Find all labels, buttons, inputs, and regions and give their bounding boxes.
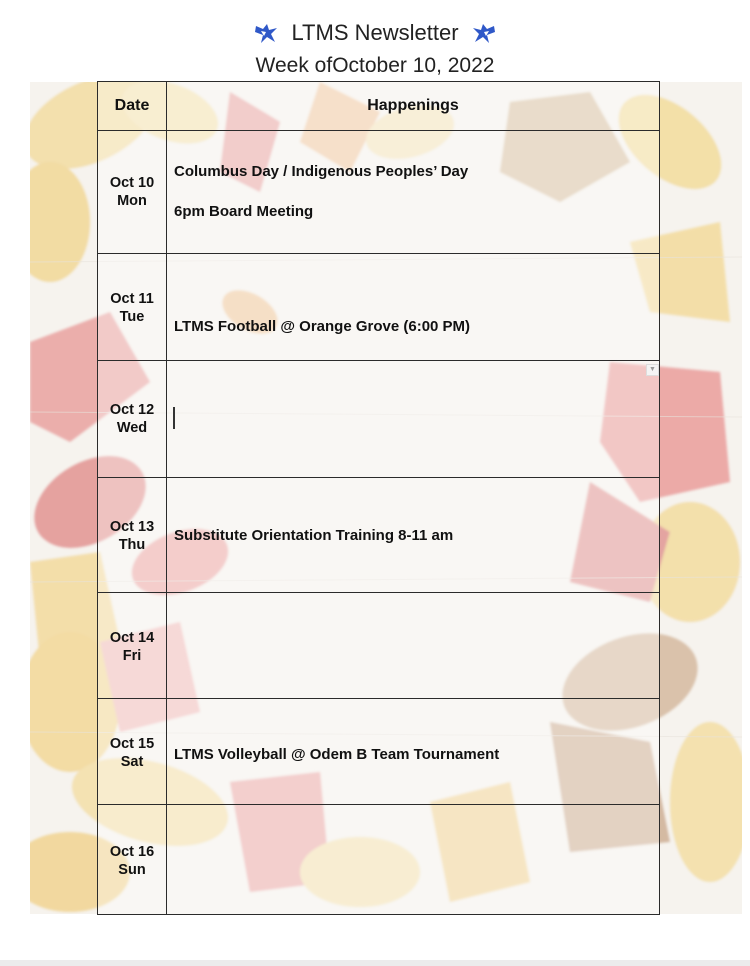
day-label: Wed bbox=[116, 420, 148, 436]
date-label: Oct 15 bbox=[109, 736, 155, 752]
table-row bbox=[98, 699, 660, 805]
happenings-cell[interactable] bbox=[167, 254, 660, 361]
day-label: Tue bbox=[119, 309, 145, 325]
event-item: LTMS Volleyball @ Odem B Team Tournament bbox=[174, 746, 500, 763]
table-row bbox=[98, 805, 660, 915]
date-cell bbox=[98, 254, 167, 361]
date-label: Oct 11 bbox=[110, 291, 154, 307]
table-row bbox=[98, 478, 660, 593]
date-cell bbox=[98, 805, 167, 915]
happenings-cell[interactable] bbox=[167, 699, 660, 805]
date-cell bbox=[98, 699, 167, 805]
day-label: Thu bbox=[118, 537, 146, 553]
happenings-cell[interactable] bbox=[167, 593, 660, 699]
table-header-row bbox=[98, 82, 660, 131]
date-label: Oct 16 bbox=[109, 844, 155, 860]
newsletter-title: LTMS Newsletter bbox=[291, 20, 459, 45]
table-row bbox=[98, 131, 660, 254]
week-prefix: Week of bbox=[255, 54, 333, 77]
table-row bbox=[98, 361, 660, 478]
bird-mascot-icon bbox=[469, 20, 497, 46]
event-item: 6pm Board Meeting bbox=[174, 203, 314, 220]
date-label: Oct 14 bbox=[109, 630, 155, 646]
event-item: LTMS Football @ Orange Grove (6:00 PM) bbox=[174, 318, 471, 335]
date-label: Oct 12 bbox=[109, 402, 155, 418]
date-label: Oct 10 bbox=[109, 175, 155, 191]
table-row bbox=[98, 593, 660, 699]
date-cell bbox=[98, 593, 167, 699]
happenings-cell[interactable] bbox=[167, 361, 660, 478]
happenings-cell[interactable] bbox=[167, 805, 660, 915]
date-label: Oct 13 bbox=[109, 519, 155, 535]
day-label: Fri bbox=[122, 648, 142, 664]
column-header-happenings: Happenings bbox=[167, 82, 660, 131]
event-item: Substitute Orientation Training 8-11 am bbox=[174, 527, 454, 544]
table-row bbox=[98, 254, 660, 361]
date-cell bbox=[98, 131, 167, 254]
happenings-cell[interactable] bbox=[167, 131, 660, 254]
date-cell bbox=[98, 361, 167, 478]
day-label: Sat bbox=[120, 754, 144, 770]
week-date: October 10, 2022 bbox=[332, 54, 495, 77]
text-cursor bbox=[173, 407, 175, 429]
schedule-table bbox=[97, 81, 660, 915]
column-header-date: Date bbox=[98, 82, 167, 131]
newsletter-title-row bbox=[0, 20, 750, 46]
happenings-cell[interactable] bbox=[167, 478, 660, 593]
day-label: Sun bbox=[118, 862, 146, 878]
date-cell bbox=[98, 478, 167, 593]
week-subtitle bbox=[0, 54, 750, 78]
day-label: Mon bbox=[117, 193, 147, 209]
bird-mascot-icon bbox=[253, 20, 281, 46]
chevron-down-icon[interactable]: ▼ bbox=[646, 364, 659, 376]
event-item: Columbus Day / Indigenous Peoples’ Day bbox=[174, 163, 469, 180]
